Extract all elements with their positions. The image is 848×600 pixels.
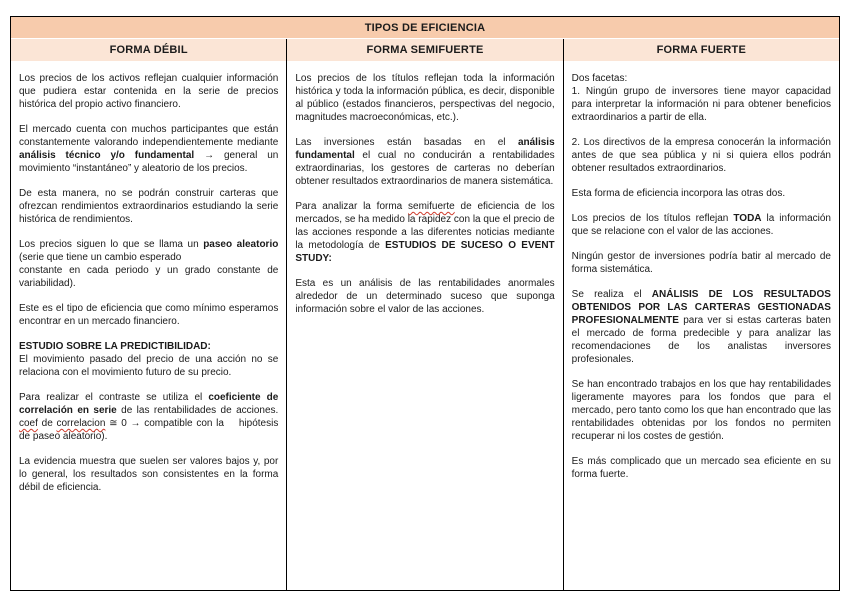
text-run: (serie que tiene un cambio esperado <box>19 252 182 263</box>
paragraph <box>295 136 554 188</box>
text-run: La evidencia muestra que suelen ser valores bajos y, por lo general, los resultados son consistentes en la forma débil de eficiencia. <box>19 456 279 493</box>
paragraph <box>19 187 278 226</box>
bold-text-run: ANÁLISIS DE LOS RESULTADOS OBTENIDOS POR LAS CARTERAS GESTIONADAS PROFESIONALMENTE <box>571 289 831 326</box>
paragraph <box>295 200 554 265</box>
text-run: constante en cada periodo y un grado constante de variabilidad). <box>19 265 279 289</box>
text-run: Es más complicado que un mercado sea eficiente en su forma fuerte. <box>571 456 831 480</box>
text-run: → general un movimiento “instantáneo” y aleatorio de los precios. <box>19 150 279 174</box>
misspelled-word: semifuerte <box>408 201 455 212</box>
text-run: el cual no conducirán a rentabilidades extraordinarias, los gestores de carteras no deberían obtener resultados extraordinarios de manera sistemática. <box>295 150 555 187</box>
text-run: Se han encontrado trabajos en los que hay rentabilidades ligeramente mayores para los fondos que para el mercado, pero tanto como los que han encontrado que las rentabilidades obtenidas por los fondos no permiten recuperar ni los costes de gestión. <box>571 379 831 442</box>
cell-forma-debil <box>11 61 287 590</box>
text-run: Para analizar la forma <box>295 201 409 212</box>
table-body-row <box>11 61 839 590</box>
text-run: El movimiento pasado del precio de una acción no se relaciona con el movimiento futuro de su precio. <box>19 354 279 378</box>
bold-text-run: ESTUDIOS DE SUCESO O EVENT STUDY: <box>295 240 555 264</box>
table-header-row <box>11 39 839 61</box>
text-run: para ver si estas carteras baten el mercado de forma predecible y para analizar las recomendaciones de los analistas inversores profesionales. <box>571 315 831 365</box>
text-run: Para realizar el contraste se utiliza el <box>19 392 209 403</box>
bold-text-run: ESTUDIO SOBRE LA PREDICTIBILIDAD: <box>19 341 211 352</box>
paragraph <box>19 302 278 328</box>
text-run: de las rentabilidades de acciones. <box>116 405 279 416</box>
paragraph <box>19 72 278 111</box>
cell-forma-fuerte <box>564 61 839 590</box>
paragraph <box>19 455 278 494</box>
text-run: Los precios de los activos reflejan cualquier información que pudiera estar contenida en la serie de precios histórica del propio activo financiero. <box>19 73 279 110</box>
paragraph <box>295 277 554 316</box>
paragraph <box>19 340 278 379</box>
column-header-label: FORMA FUERTE <box>656 44 746 56</box>
bold-text-run: análisis fundamental <box>295 137 555 161</box>
text-run: Los precios siguen lo que se llama un <box>19 239 204 250</box>
text-run: Ningún gestor de inversiones podría batir al mercado de forma sistemática. <box>571 251 831 275</box>
text-run: ≅ 0 → compatible con la hipótesis de paseo aleatorio). <box>19 418 279 442</box>
table-title: TIPOS DE EFICIENCIA <box>364 21 486 34</box>
column-header-label: FORMA SEMIFUERTE <box>366 44 484 56</box>
table-title-cell <box>11 17 839 39</box>
bold-text-run: análisis técnico y/o fundamental <box>19 150 195 161</box>
column-header-forma-fuerte <box>564 39 839 61</box>
paragraph <box>572 212 831 238</box>
misspelled-word: correlacion <box>56 418 106 429</box>
column-header-forma-debil <box>11 39 287 61</box>
column-header-label: FORMA DÉBIL <box>109 44 188 56</box>
text-run: Los precios de los títulos reflejan toda la información histórica y toda la información pública, es decir, disponible al público (estados financieros, perspectivas del negocio, magnitudes macroeconómicas, etc.). <box>295 73 555 123</box>
text-run: 2. Los directivos de la empresa conocerán la información antes de que sea pública y ni si quiera ellos podrán obtener resultados extraordinarios. <box>571 137 831 174</box>
text-run: Dos facetas: <box>571 73 628 84</box>
paragraph <box>19 123 278 175</box>
column-header-forma-semifuerte <box>287 39 563 61</box>
paragraph <box>19 238 278 290</box>
text-run: la información que se relacione con el valor de las acciones. <box>571 213 831 237</box>
text-run: Esta es un análisis de las rentabilidades anormales alrededor de un determinado suceso que suponga información sobre el valor de las acciones. <box>295 278 555 315</box>
paragraph <box>572 455 831 481</box>
bold-text-run: coeficiente de correlación en serie <box>19 392 279 416</box>
text-run: Las inversiones están basadas en el <box>295 137 518 148</box>
paragraph <box>572 378 831 443</box>
paragraph <box>572 187 831 200</box>
paragraph <box>572 72 831 124</box>
cell-forma-semifuerte <box>287 61 563 590</box>
efficiency-table <box>10 16 840 591</box>
text-run: Se realiza el <box>571 289 652 300</box>
misspelled-word: coef <box>19 418 38 429</box>
text-run: Los precios de los títulos reflejan <box>571 213 734 224</box>
paragraph <box>572 136 831 175</box>
bold-text-run: paseo aleatorio <box>203 239 279 250</box>
text-run: Este es el tipo de eficiencia que como mínimo esperamos encontrar en un mercado financiero. <box>19 303 279 327</box>
text-run: El mercado cuenta con muchos participantes que están constantemente valorando independientemente mediante <box>19 124 279 148</box>
paragraph <box>572 250 831 276</box>
text-run: 1. Ningún grupo de inversores tiene mayor capacidad para interpretar la información ni para obtener beneficios extraordinarios a partir de ella. <box>571 86 831 123</box>
paragraph <box>295 72 554 124</box>
text-run: Esta forma de eficiencia incorpora las otras dos. <box>571 188 786 199</box>
text-run: de <box>37 418 57 429</box>
text-run: De esta manera, no se podrán construir carteras que ofrezcan rendimientos extraordinarios estudiando la serie histórica de rendimientos. <box>19 188 279 225</box>
paragraph <box>19 391 278 443</box>
bold-text-run: TODA <box>733 213 762 224</box>
text-run: de eficiencia de los mercados, se ha medido la rapidez con la que el precio de las acciones responde a las diferentes noticias mediante la metodología de <box>295 201 555 251</box>
paragraph <box>572 288 831 366</box>
